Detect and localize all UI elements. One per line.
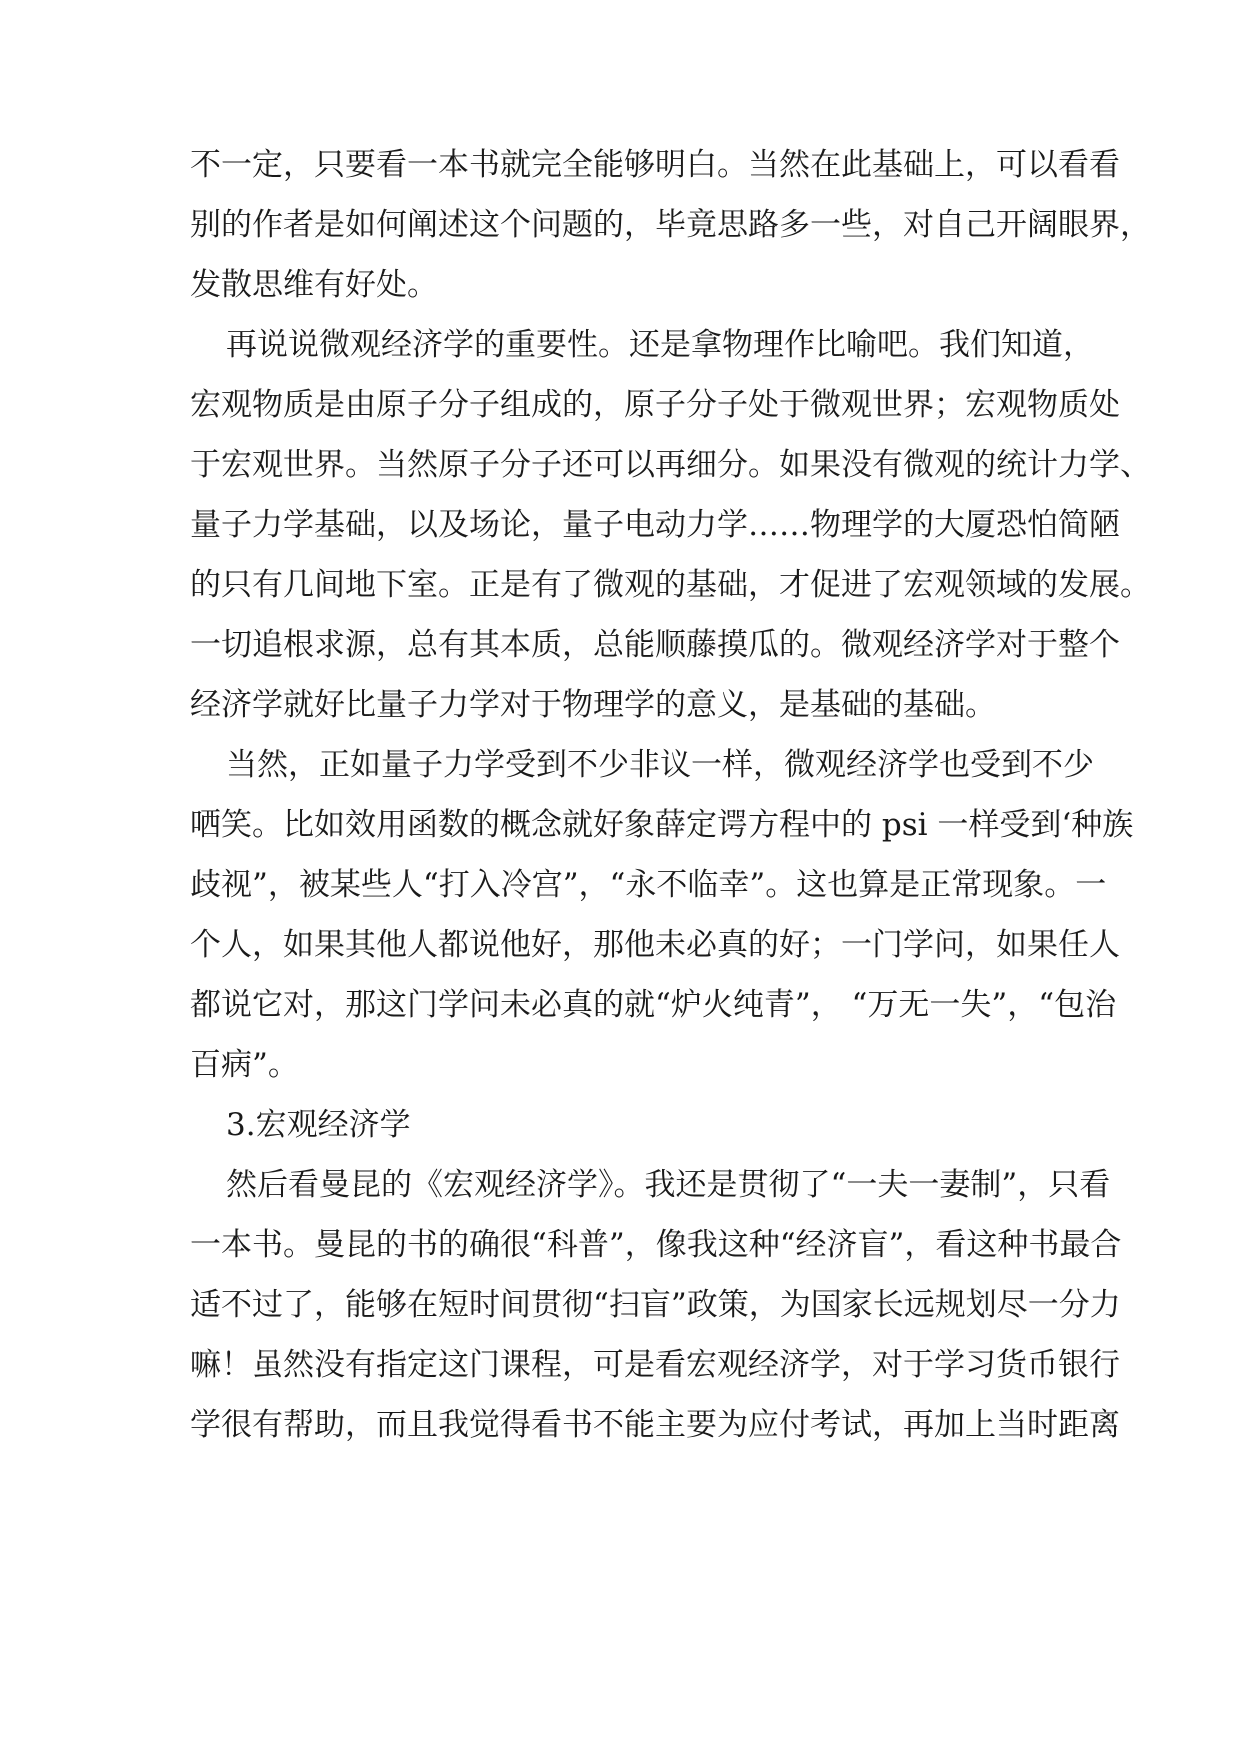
text-line: 都说它对，那这门学问未必真的就“炉火纯青”， “万无一失”，“包治 [190, 987, 1117, 1023]
section-heading: 3.宏观经济学 [226, 1107, 411, 1143]
text-line: 再说说微观经济学的重要性。还是拿物理作比喻吧。我们知道， [226, 327, 1094, 363]
text-line: 发散思维有好处。 [190, 267, 438, 303]
text-line: 歧视”，被某些人“打入冷宫”，“永不临幸”。这也算是正常现象。一 [190, 867, 1107, 903]
text-line: 一本书。曼昆的书的确很“科普”，像我这种“经济盲”，看这种书最合 [190, 1227, 1122, 1263]
text-line: 一切追根求源，总有其本质，总能顺藤摸瓜的。微观经济学对于整个 [190, 627, 1120, 663]
text-line: 当然，正如量子力学受到不少非议一样，微观经济学也受到不少 [226, 747, 1094, 783]
text-line: 嘛！虽然没有指定这门课程，可是看宏观经济学，对于学习货币银行 [190, 1347, 1120, 1383]
text-line: 宏观物质是由原子分子组成的，原子分子处于微观世界；宏观物质处 [190, 387, 1120, 423]
text-line: 量子力学基础，以及场论，量子电动力学……物理学的大厦恐怕简陋 [190, 507, 1120, 543]
text-line: 百病”。 [190, 1047, 299, 1083]
text-line: 个人，如果其他人都说他好，那他未必真的好；一门学问，如果任人 [190, 927, 1120, 963]
text-line: 不一定，只要看一本书就完全能够明白。当然在此基础上，可以看看 [190, 147, 1120, 183]
text-line: 学很有帮助，而且我觉得看书不能主要为应付考试，再加上当时距离 [190, 1407, 1120, 1443]
text-line: 哂笑。比如效用函数的概念就好象薛定谔方程中的 psi 一样受到‘种族 [190, 807, 1134, 843]
text-line: 然后看曼昆的《宏观经济学》。我还是贯彻了“一夫一妻制”，只看 [226, 1167, 1111, 1203]
text-line: 经济学就好比量子力学对于物理学的意义，是基础的基础。 [190, 687, 996, 723]
text-line: 于宏观世界。当然原子分子还可以再细分。如果没有微观的统计力学、 [190, 447, 1151, 483]
text-line: 适不过了，能够在短时间贯彻“扫盲”政策，为国家长远规划尽一分力 [190, 1287, 1121, 1323]
text-line: 的只有几间地下室。正是有了微观的基础，才促进了宏观领域的发展。 [190, 567, 1151, 603]
text-line: 别的作者是如何阐述这个问题的，毕竟思路多一些，对自己开阔眼界， [190, 207, 1151, 243]
